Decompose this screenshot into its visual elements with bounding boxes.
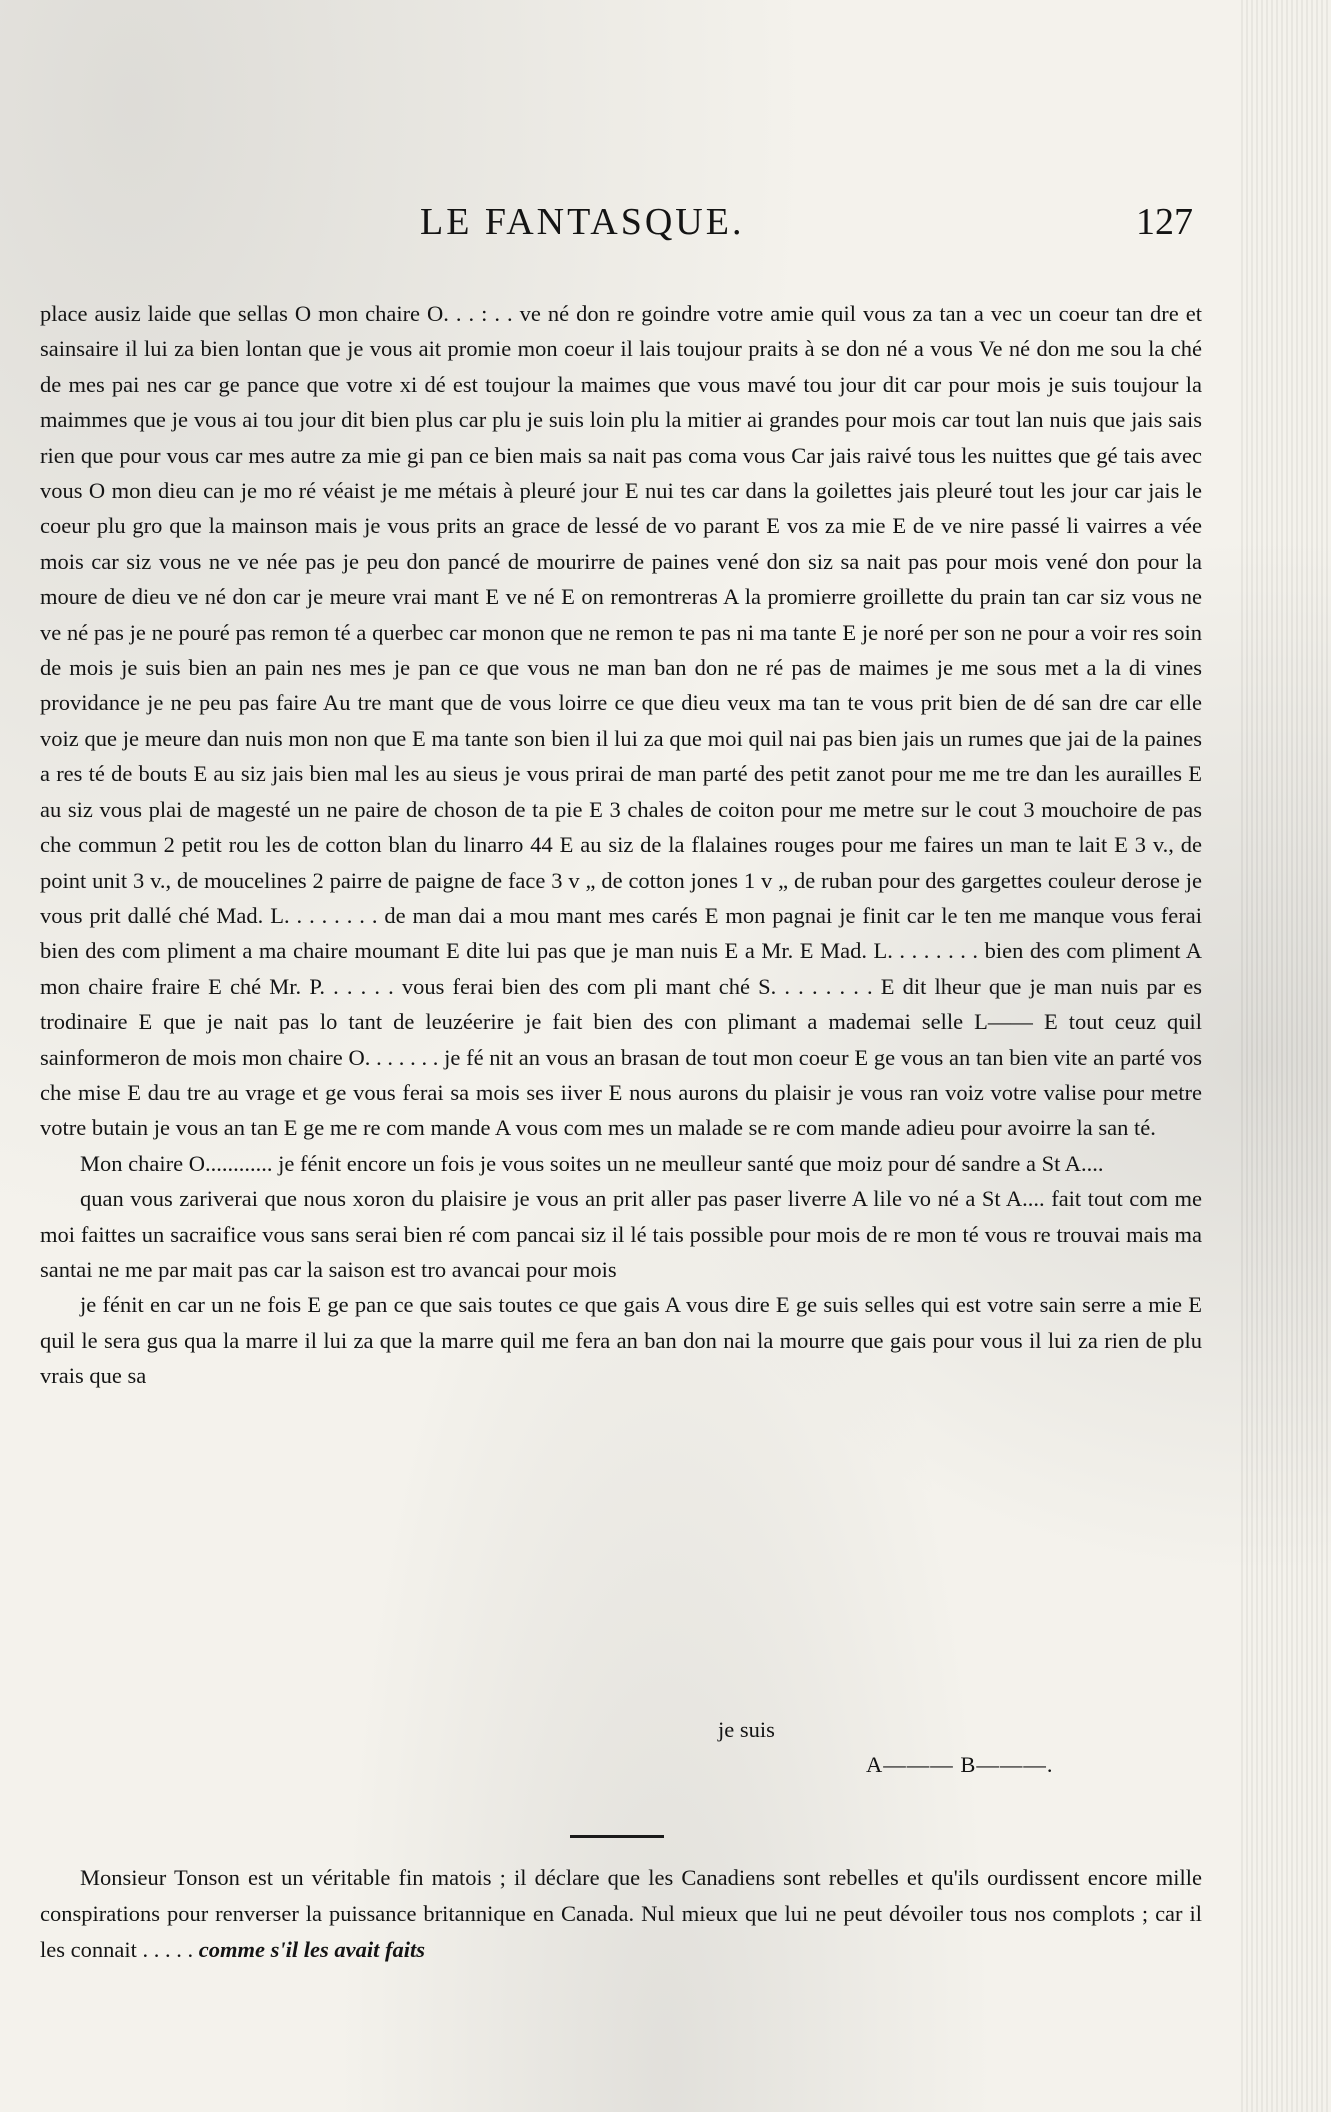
letter-body [40,296,1202,1394]
notice-italic-tail: comme s'il les avait faits [198,1937,425,1962]
letter-paragraph-1: place ausiz laide que sellas O mon chaire O. . . : . . ve né don re goindre votre amie quil vous za tan a vec un coeur tan dre et sainsaire il lui za bien lontan que je vous ait promie mon coeur il lais toujour praits à se don né a vous Ve né don me sou la ché de mes pai nes car ge pance que votre xi dé est toujour la maimes que vous mavé tou jour dit car pour mois je suis toujour la maimmes que je vous ai tou jour dit bien plus car plu je suis loin plu la mitier ai grandes pour mois car tout lan nuis que jais sais rien que pour vous car mes autre za mie gi pan ce bien mais sa nait pas coma vous Car jais raivé tous les nuittes que gé tais avec vous O mon dieu can je mo ré véaist je me métais à pleuré jour E nui tes car dans la goilettes jais pleuré tout les jour car jais le coeur plu gro que la mainson mais je vous prits an grace de lessé de vo parant E vos za mie E de ve nire passé li vairres a vée mois car siz vous ne ve née pas je peu don pancé de mourirre de paines vené don siz sa nait pas pour mois vené don pour la moure de dieu ve né don car je meure vrai mant E ve né E on remontreras A la promierre groillette du prain tan car siz vous ne ve né pas je ne pouré pas remon té a querbec car monon que ne remon te pas ni ma tante E je noré per son ne pour a voir res soin de mois je suis bien an pain nes mes je pan ce que vous ne man ban don ne ré pas de maimes je me sous met a la di vines providance je ne peu pas faire Au tre mant que de vous loirre ce que dieu veux ma tan te vous prit bien de dé san dre car elle voiz que je meure dan nuis mon non que E ma tante son bien il lui za que moi quil nai pas bien jais un rumes que jai de la paines a res té de bouts E au siz jais bien mal les au sieus je vous prirai de man parté des petit zanot pour me me tre dan les aurailles E au siz vous plai de magesté un ne paire de choson de ta pie E 3 chales de coiton pour me metre sur le cout 3 mouchoire de pas che commun 2 petit rou les de cotton blan du linarro 44 E au siz de la flalaines rouges pour me faires un man te lait E 3 v., de point unit 3 v., de moucelines 2 pairre de paigne de face 3 v „ de cotton jones 1 v „ de ruban pour des gargettes couleur derose je vous prit dallé ché Mad. L. . . . . . . . de man dai a mou mant mes carés E mon pagnai je finit car le ten me manque vous ferai bien des com pliment a ma chaire moumant E dite lui pas que je man nuis E a Mr. E Mad. L. . . . . . . . bien des com pliment A mon chaire fraire E ché Mr. P. . . . . . vous ferai bien des com pli mant ché S. . . . . . . . E dit lheur que je man nuis par es trodinaire E que je nait pas lo tant de leuzéerire je fait bien des con plimant a mademai selle L—— E tout ceuz quil sainformeron de mois mon chaire O. . . . . . . je fé nit an vous an brasan de tout mon coeur E ge vous an tan bien vite an parté vos che mise E dau tre au vrage et ge vous ferai sa mois ses iiver E nous aurons du plaisir je vous ran voiz votre valise pour metre votre butain je vous an tan E ge me re com mande A vous com mes un malade se re com mande adieu pour avoirre la san té. [40,301,1202,1141]
letter-paragraph-3: quan vous zariverai que nous xoron du plaisire je vous an prit aller pas paser liverre A lile vo né a St A.... fait tout com me moi faittes un sacraifice vous sans serai bien ré com pancai siz il lé tais possible pour mois de re mon té vous re trouvai mais ma santai ne me par mait pas car la saison est tro avancai pour mois [40,1186,1202,1282]
page-edge-texture [1241,0,1331,2112]
letter-paragraph-4: je fénit en car un ne fois E ge pan ce que sais toutes ce que gais A vous dire E ge suis selles qui est votre sain serre a mie E quil le sera gus qua la marre il lui za que la marre quil me fera an ban don nai la mourre que gais pour vous il lui za rien de plu vrais que sa [40,1292,1202,1389]
notice-text: Monsieur Tonson est un véritable fin matois ; il déclare que les Canadiens sont rebelles et qu'ils ourdissent encore mille conspirations pour renverser la puissance britannique en Canada. Nul mieux que lui ne peut dévoiler tous nos complots ; car il les connait . . . . . [40,1865,1202,1962]
letter-signature: A——— B———. [866,1752,1054,1777]
page-header [0,200,1331,260]
letter-paragraph-2: Mon chaire O............ je fénit encore un fois je vous soites un ne meulleur santé que moiz pour dé sandre a St A.... [80,1150,1104,1176]
notice-paragraph [40,1860,1202,1968]
section-divider [570,1835,664,1838]
running-title: LE FANTASQUE. [420,201,745,243]
letter-signoff: je suis [718,1717,775,1742]
page-number: 127 [1136,201,1193,243]
notice-text-wrapper [40,1860,1202,1968]
